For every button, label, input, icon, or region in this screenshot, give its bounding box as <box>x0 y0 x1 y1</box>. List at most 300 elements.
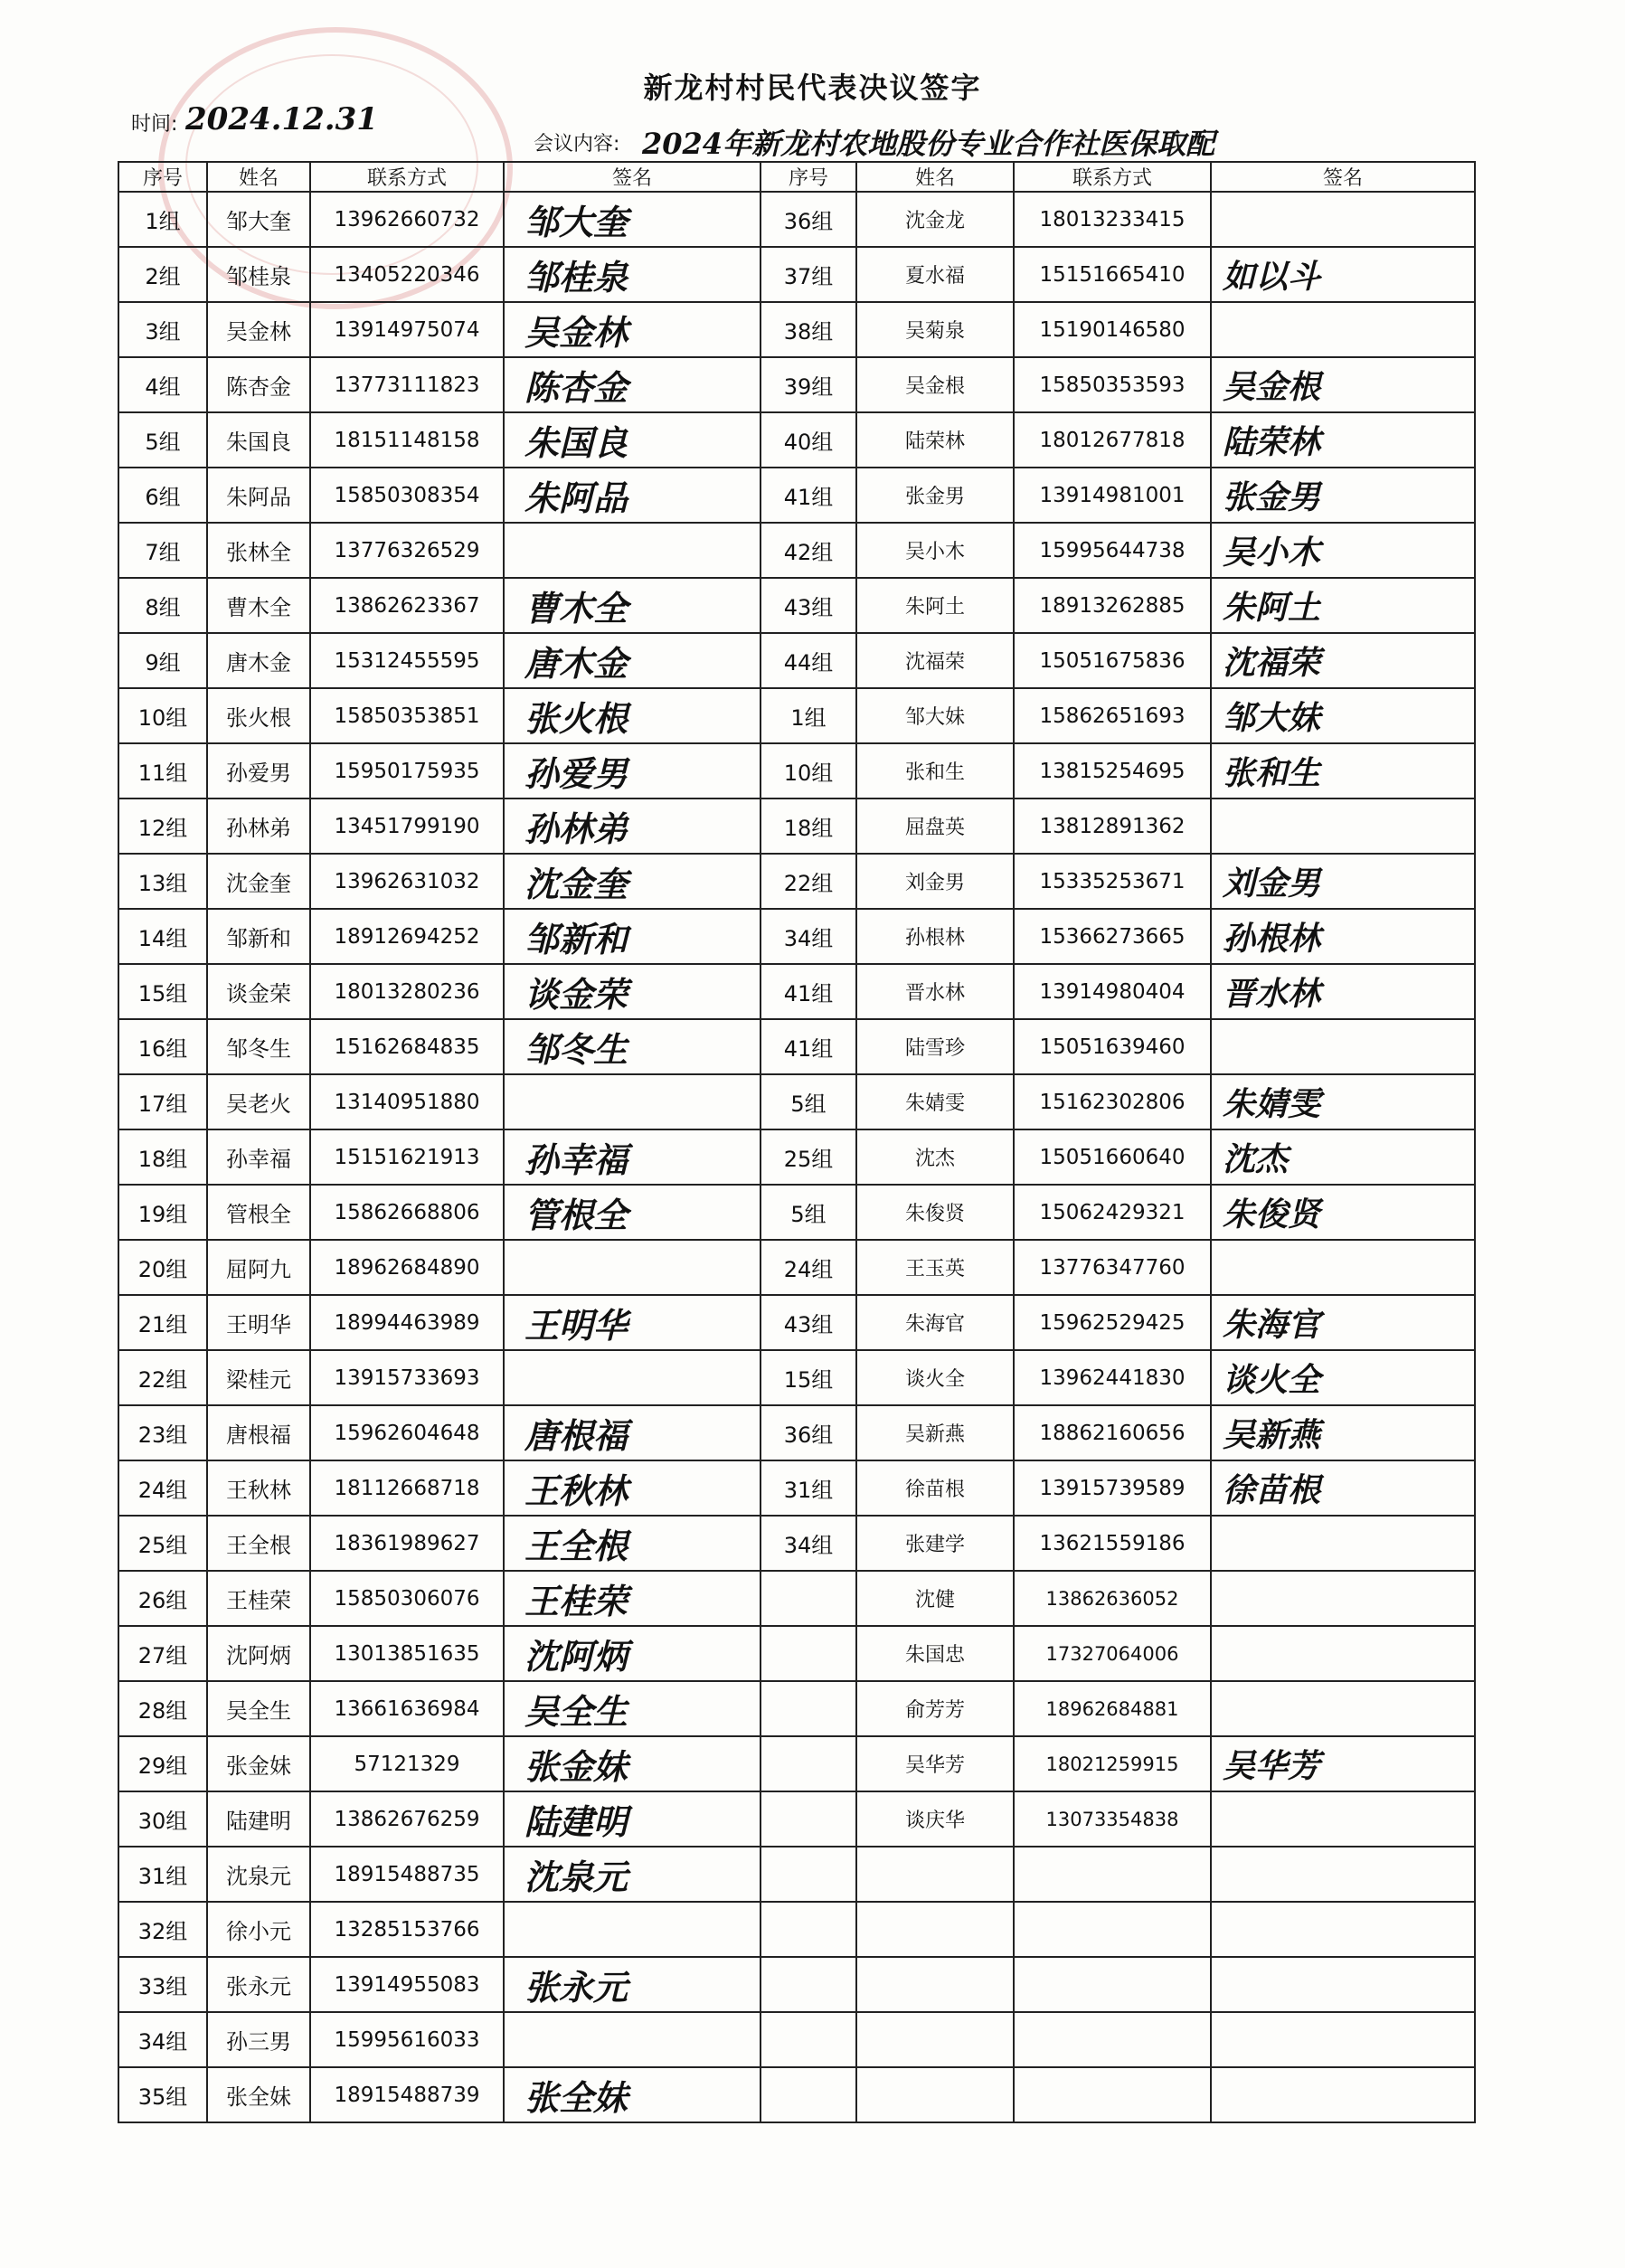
header-contact-left: 联系方式 <box>310 162 504 192</box>
member-name-left: 陈杏金 <box>207 357 310 412</box>
member-name-left: 张永元 <box>207 1957 310 2012</box>
phone-right: 15051660640 <box>1014 1129 1211 1185</box>
member-name-right: 吴华芳 <box>856 1736 1014 1791</box>
phone-left: 18994463989 <box>310 1295 504 1350</box>
group-number-right: 38组 <box>761 302 856 357</box>
member-name-right: 俞芳芳 <box>856 1681 1014 1736</box>
table-header-row <box>118 162 1475 192</box>
group-number-left: 24组 <box>118 1460 207 1516</box>
group-number-right <box>761 1847 856 1902</box>
phone-left: 18013280236 <box>310 964 504 1019</box>
signature-right <box>1211 1626 1475 1681</box>
member-name-left: 谈金荣 <box>207 964 310 1019</box>
table-row <box>118 578 1475 633</box>
signature-left <box>504 1902 761 1957</box>
signature-left: 张全妹 <box>504 2067 761 2122</box>
group-number-right: 42组 <box>761 523 856 578</box>
signature-right: 吴金根 <box>1211 357 1475 412</box>
signature-left: 张火根 <box>504 688 761 743</box>
signature-right: 沈福荣 <box>1211 633 1475 688</box>
signature-right: 张金男 <box>1211 468 1475 523</box>
group-number-left: 32组 <box>118 1902 207 1957</box>
phone-right: 15995644738 <box>1014 523 1211 578</box>
phone-right: 18013233415 <box>1014 192 1211 247</box>
signature-right: 如以斗 <box>1211 247 1475 302</box>
phone-right: 13815254695 <box>1014 743 1211 799</box>
signature-right: 陆荣林 <box>1211 412 1475 468</box>
signature-right <box>1211 1681 1475 1736</box>
member-name-left: 张火根 <box>207 688 310 743</box>
member-name-left: 沈泉元 <box>207 1847 310 1902</box>
member-name-left: 曹木全 <box>207 578 310 633</box>
group-number-right: 24组 <box>761 1240 856 1295</box>
member-name-left: 王全根 <box>207 1516 310 1571</box>
phone-right: 18021259915 <box>1014 1736 1211 1791</box>
header-signature-left: 签名 <box>504 162 761 192</box>
phone-right: 15850353593 <box>1014 357 1211 412</box>
phone-left: 13914955083 <box>310 1957 504 2012</box>
member-name-left: 徐小元 <box>207 1902 310 1957</box>
phone-right: 15062429321 <box>1014 1185 1211 1240</box>
signature-left: 陆建明 <box>504 1791 761 1847</box>
signature-left: 孙爱男 <box>504 743 761 799</box>
phone-right: 15366273665 <box>1014 909 1211 964</box>
phone-left: 15862668806 <box>310 1185 504 1240</box>
member-name-right: 吴菊泉 <box>856 302 1014 357</box>
phone-left: 18112668718 <box>310 1460 504 1516</box>
table-row <box>118 1295 1475 1350</box>
group-number-right: 41组 <box>761 468 856 523</box>
group-number-right: 31组 <box>761 1460 856 1516</box>
phone-right <box>1014 2067 1211 2122</box>
phone-left: 13776326529 <box>310 523 504 578</box>
member-name-right <box>856 1957 1014 2012</box>
phone-right: 15051639460 <box>1014 1019 1211 1074</box>
member-name-right: 邹大妹 <box>856 688 1014 743</box>
signature-left: 孙幸福 <box>504 1129 761 1185</box>
phone-left: 18361989627 <box>310 1516 504 1571</box>
group-number-right <box>761 1571 856 1626</box>
member-name-right: 陆荣林 <box>856 412 1014 468</box>
group-number-right <box>761 1791 856 1847</box>
signature-right <box>1211 302 1475 357</box>
signature-right: 朱婧雯 <box>1211 1074 1475 1129</box>
group-number-right <box>761 2067 856 2122</box>
group-number-left: 27组 <box>118 1626 207 1681</box>
signature-left: 曹木全 <box>504 578 761 633</box>
group-number-right: 40组 <box>761 412 856 468</box>
signature-left: 王桂荣 <box>504 1571 761 1626</box>
signature-left <box>504 1350 761 1405</box>
phone-left: 15850353851 <box>310 688 504 743</box>
signature-right: 晋水林 <box>1211 964 1475 1019</box>
table-row <box>118 1240 1475 1295</box>
group-number-left: 34组 <box>118 2012 207 2067</box>
group-number-left: 14组 <box>118 909 207 964</box>
table-row <box>118 1019 1475 1074</box>
member-name-right: 吴金根 <box>856 357 1014 412</box>
signature-left: 沈阿炳 <box>504 1626 761 1681</box>
phone-right <box>1014 1847 1211 1902</box>
member-name-right: 沈健 <box>856 1571 1014 1626</box>
group-number-left: 18组 <box>118 1129 207 1185</box>
signature-left: 邹新和 <box>504 909 761 964</box>
signature-left: 吴全生 <box>504 1681 761 1736</box>
member-name-right: 刘金男 <box>856 854 1014 909</box>
group-number-right: 41组 <box>761 1019 856 1074</box>
phone-right <box>1014 1902 1211 1957</box>
group-number-right: 34组 <box>761 1516 856 1571</box>
signature-right <box>1211 1019 1475 1074</box>
group-number-right: 5组 <box>761 1185 856 1240</box>
signature-left: 唐根福 <box>504 1405 761 1460</box>
table-row <box>118 1129 1475 1185</box>
group-number-right: 5组 <box>761 1074 856 1129</box>
phone-right: 15962529425 <box>1014 1295 1211 1350</box>
member-name-left: 吴全生 <box>207 1681 310 1736</box>
header-signature-right: 签名 <box>1211 162 1475 192</box>
group-number-right: 22组 <box>761 854 856 909</box>
header-name-right: 姓名 <box>856 162 1014 192</box>
member-name-right: 谈火全 <box>856 1350 1014 1405</box>
member-name-right <box>856 2012 1014 2067</box>
meeting-content-value: 2024年新龙村农地股份专业合作社医保取配 <box>642 127 1215 161</box>
phone-left: 15151621913 <box>310 1129 504 1185</box>
signature-left: 谈金荣 <box>504 964 761 1019</box>
signature-right <box>1211 1902 1475 1957</box>
phone-left: 13862676259 <box>310 1791 504 1847</box>
signature-left: 孙林弟 <box>504 799 761 854</box>
signature-right: 张和生 <box>1211 743 1475 799</box>
member-name-left: 邹新和 <box>207 909 310 964</box>
phone-right: 18913262885 <box>1014 578 1211 633</box>
member-name-left: 梁桂元 <box>207 1350 310 1405</box>
table-row <box>118 1791 1475 1847</box>
table-row <box>118 1902 1475 1957</box>
member-name-right: 陆雪珍 <box>856 1019 1014 1074</box>
signature-left: 吴金林 <box>504 302 761 357</box>
group-number-left: 31组 <box>118 1847 207 1902</box>
group-number-left: 1组 <box>118 192 207 247</box>
table-row <box>118 468 1475 523</box>
table-row <box>118 1571 1475 1626</box>
member-name-right: 朱俊贤 <box>856 1185 1014 1240</box>
member-name-left: 沈金奎 <box>207 854 310 909</box>
phone-left: 18912694252 <box>310 909 504 964</box>
group-number-right: 39组 <box>761 357 856 412</box>
signature-right <box>1211 799 1475 854</box>
group-number-right: 41组 <box>761 964 856 1019</box>
group-number-right <box>761 1626 856 1681</box>
phone-left: 57121329 <box>310 1736 504 1791</box>
group-number-right <box>761 1902 856 1957</box>
member-name-right: 吴小木 <box>856 523 1014 578</box>
group-number-right: 36组 <box>761 1405 856 1460</box>
phone-left: 13962631032 <box>310 854 504 909</box>
table-row <box>118 523 1475 578</box>
member-name-left: 孙爱男 <box>207 743 310 799</box>
signature-left: 张金妹 <box>504 1736 761 1791</box>
signature-left: 朱国良 <box>504 412 761 468</box>
signature-left: 王明华 <box>504 1295 761 1350</box>
table-row <box>118 1185 1475 1240</box>
member-name-left: 孙林弟 <box>207 799 310 854</box>
signature-right: 吴华芳 <box>1211 1736 1475 1791</box>
group-number-right: 1组 <box>761 688 856 743</box>
table-row <box>118 743 1475 799</box>
signature-right: 朱阿土 <box>1211 578 1475 633</box>
header-number-right: 序号 <box>761 162 856 192</box>
table-row <box>118 1957 1475 2012</box>
table-row <box>118 1074 1475 1129</box>
table-row <box>118 1736 1475 1791</box>
phone-left: 13140951880 <box>310 1074 504 1129</box>
signature-left: 沈泉元 <box>504 1847 761 1902</box>
signature-right: 谈火全 <box>1211 1350 1475 1405</box>
signature-right: 孙根林 <box>1211 909 1475 964</box>
phone-right: 15190146580 <box>1014 302 1211 357</box>
group-number-left: 26组 <box>118 1571 207 1626</box>
signature-left <box>504 1074 761 1129</box>
member-name-left: 朱国良 <box>207 412 310 468</box>
group-number-right: 44组 <box>761 633 856 688</box>
phone-right: 13914980404 <box>1014 964 1211 1019</box>
group-number-left: 11组 <box>118 743 207 799</box>
signature-right <box>1211 2067 1475 2122</box>
member-name-left: 唐木金 <box>207 633 310 688</box>
signature-right <box>1211 1791 1475 1847</box>
group-number-right: 25组 <box>761 1129 856 1185</box>
group-number-right: 36组 <box>761 192 856 247</box>
phone-right: 18862160656 <box>1014 1405 1211 1460</box>
signature-left: 王秋林 <box>504 1460 761 1516</box>
group-number-left: 16组 <box>118 1019 207 1074</box>
table-row <box>118 357 1475 412</box>
member-name-right: 张建学 <box>856 1516 1014 1571</box>
phone-right: 15051675836 <box>1014 633 1211 688</box>
group-number-left: 20组 <box>118 1240 207 1295</box>
member-name-right: 朱海官 <box>856 1295 1014 1350</box>
phone-left: 18962684890 <box>310 1240 504 1295</box>
group-number-left: 23组 <box>118 1405 207 1460</box>
signature-left: 管根全 <box>504 1185 761 1240</box>
member-name-left: 邹冬生 <box>207 1019 310 1074</box>
signature-right: 朱海官 <box>1211 1295 1475 1350</box>
group-number-left: 3组 <box>118 302 207 357</box>
phone-right: 13915739589 <box>1014 1460 1211 1516</box>
member-name-left: 陆建明 <box>207 1791 310 1847</box>
member-name-right: 屈盘英 <box>856 799 1014 854</box>
member-name-left: 吴金林 <box>207 302 310 357</box>
member-name-left: 屈阿九 <box>207 1240 310 1295</box>
phone-left: 15962604648 <box>310 1405 504 1460</box>
table-row <box>118 2012 1475 2067</box>
signature-right: 刘金男 <box>1211 854 1475 909</box>
table-row <box>118 192 1475 247</box>
phone-left: 13013851635 <box>310 1626 504 1681</box>
member-name-right: 沈杰 <box>856 1129 1014 1185</box>
phone-left: 15312455595 <box>310 633 504 688</box>
phone-right <box>1014 1957 1211 2012</box>
group-number-right <box>761 2012 856 2067</box>
table-row <box>118 854 1475 909</box>
table-row <box>118 799 1475 854</box>
signature-left: 邹桂泉 <box>504 247 761 302</box>
document-title: 新龙村村民代表决议签字 <box>643 71 982 105</box>
member-name-right <box>856 1847 1014 1902</box>
group-number-left: 22组 <box>118 1350 207 1405</box>
phone-right: 13812891362 <box>1014 799 1211 854</box>
table-row <box>118 633 1475 688</box>
member-name-right: 孙根林 <box>856 909 1014 964</box>
group-number-right: 18组 <box>761 799 856 854</box>
signature-right: 吴小木 <box>1211 523 1475 578</box>
member-name-left: 唐根福 <box>207 1405 310 1460</box>
signature-left: 沈金奎 <box>504 854 761 909</box>
signature-right <box>1211 1847 1475 1902</box>
phone-right: 15862651693 <box>1014 688 1211 743</box>
signature-right <box>1211 1957 1475 2012</box>
group-number-right: 43组 <box>761 578 856 633</box>
group-number-left: 21组 <box>118 1295 207 1350</box>
group-number-left: 10组 <box>118 688 207 743</box>
group-number-right <box>761 1736 856 1791</box>
phone-right: 15335253671 <box>1014 854 1211 909</box>
group-number-left: 25组 <box>118 1516 207 1571</box>
phone-right: 13862636052 <box>1014 1571 1211 1626</box>
signature-right: 沈杰 <box>1211 1129 1475 1185</box>
member-name-right: 沈福荣 <box>856 633 1014 688</box>
phone-right: 13073354838 <box>1014 1791 1211 1847</box>
group-number-left: 2组 <box>118 247 207 302</box>
phone-left: 13914975074 <box>310 302 504 357</box>
time-label: 时间: <box>131 113 178 136</box>
phone-right: 18962684881 <box>1014 1681 1211 1736</box>
member-name-right: 朱阿土 <box>856 578 1014 633</box>
member-name-right: 沈金龙 <box>856 192 1014 247</box>
member-name-left: 朱阿品 <box>207 468 310 523</box>
table-row <box>118 1350 1475 1405</box>
member-name-left: 邹大奎 <box>207 192 310 247</box>
table-row <box>118 1626 1475 1681</box>
member-name-right: 张和生 <box>856 743 1014 799</box>
table-row <box>118 412 1475 468</box>
member-name-left: 张全妹 <box>207 2067 310 2122</box>
member-name-right: 朱国忠 <box>856 1626 1014 1681</box>
phone-left: 13962660732 <box>310 192 504 247</box>
phone-right: 17327064006 <box>1014 1626 1211 1681</box>
table-row <box>118 1847 1475 1902</box>
member-name-right <box>856 2067 1014 2122</box>
table-row <box>118 1460 1475 1516</box>
phone-right: 15151665410 <box>1014 247 1211 302</box>
group-number-left: 29组 <box>118 1736 207 1791</box>
member-name-right: 王玉英 <box>856 1240 1014 1295</box>
group-number-left: 33组 <box>118 1957 207 2012</box>
phone-left: 18915488739 <box>310 2067 504 2122</box>
group-number-right: 34组 <box>761 909 856 964</box>
signature-right <box>1211 1240 1475 1295</box>
group-number-left: 4组 <box>118 357 207 412</box>
group-number-left: 5组 <box>118 412 207 468</box>
phone-right: 15162302806 <box>1014 1074 1211 1129</box>
table-row <box>118 302 1475 357</box>
table-row <box>118 1405 1475 1460</box>
phone-left: 18915488735 <box>310 1847 504 1902</box>
signature-right: 邹大妹 <box>1211 688 1475 743</box>
member-name-right: 朱婧雯 <box>856 1074 1014 1129</box>
phone-left: 13451799190 <box>310 799 504 854</box>
table-row <box>118 1681 1475 1736</box>
member-name-left: 张林全 <box>207 523 310 578</box>
member-name-left: 王桂荣 <box>207 1571 310 1626</box>
signature-left: 张永元 <box>504 1957 761 2012</box>
signature-table <box>118 161 1476 2123</box>
signature-right <box>1211 1516 1475 1571</box>
group-number-right <box>761 1681 856 1736</box>
table-row <box>118 247 1475 302</box>
phone-right: 13914981001 <box>1014 468 1211 523</box>
signature-right <box>1211 1571 1475 1626</box>
signature-right <box>1211 2012 1475 2067</box>
phone-left: 13862623367 <box>310 578 504 633</box>
group-number-left: 35组 <box>118 2067 207 2122</box>
table-row <box>118 964 1475 1019</box>
group-number-left: 12组 <box>118 799 207 854</box>
phone-left: 13285153766 <box>310 1902 504 1957</box>
signature-left: 陈杏金 <box>504 357 761 412</box>
member-name-left: 管根全 <box>207 1185 310 1240</box>
member-name-right: 徐苗根 <box>856 1460 1014 1516</box>
phone-left: 13661636984 <box>310 1681 504 1736</box>
header-name-left: 姓名 <box>207 162 310 192</box>
member-name-left: 吴老火 <box>207 1074 310 1129</box>
group-number-left: 9组 <box>118 633 207 688</box>
phone-left: 13915733693 <box>310 1350 504 1405</box>
group-number-right <box>761 1957 856 2012</box>
signature-left <box>504 523 761 578</box>
member-name-right: 吴新燕 <box>856 1405 1014 1460</box>
group-number-left: 6组 <box>118 468 207 523</box>
member-name-right: 夏水福 <box>856 247 1014 302</box>
phone-right: 13776347760 <box>1014 1240 1211 1295</box>
phone-right: 13962441830 <box>1014 1350 1211 1405</box>
phone-left: 18151148158 <box>310 412 504 468</box>
phone-right: 13621559186 <box>1014 1516 1211 1571</box>
phone-left: 13773111823 <box>310 357 504 412</box>
phone-left: 15995616033 <box>310 2012 504 2067</box>
phone-left: 15950175935 <box>310 743 504 799</box>
signature-left <box>504 1240 761 1295</box>
header-number-left: 序号 <box>118 162 207 192</box>
member-name-left: 王明华 <box>207 1295 310 1350</box>
table-row <box>118 1516 1475 1571</box>
signature-left: 唐木金 <box>504 633 761 688</box>
signature-left: 邹冬生 <box>504 1019 761 1074</box>
meeting-content-label: 会议内容: <box>534 133 620 156</box>
signature-right <box>1211 192 1475 247</box>
member-name-left: 王秋林 <box>207 1460 310 1516</box>
group-number-right: 10组 <box>761 743 856 799</box>
member-name-right: 谈庆华 <box>856 1791 1014 1847</box>
phone-left: 15850306076 <box>310 1571 504 1626</box>
member-name-left: 沈阿炳 <box>207 1626 310 1681</box>
group-number-left: 15组 <box>118 964 207 1019</box>
signature-left: 邹大奎 <box>504 192 761 247</box>
member-name-right: 张金男 <box>856 468 1014 523</box>
phone-left: 13405220346 <box>310 247 504 302</box>
group-number-left: 17组 <box>118 1074 207 1129</box>
